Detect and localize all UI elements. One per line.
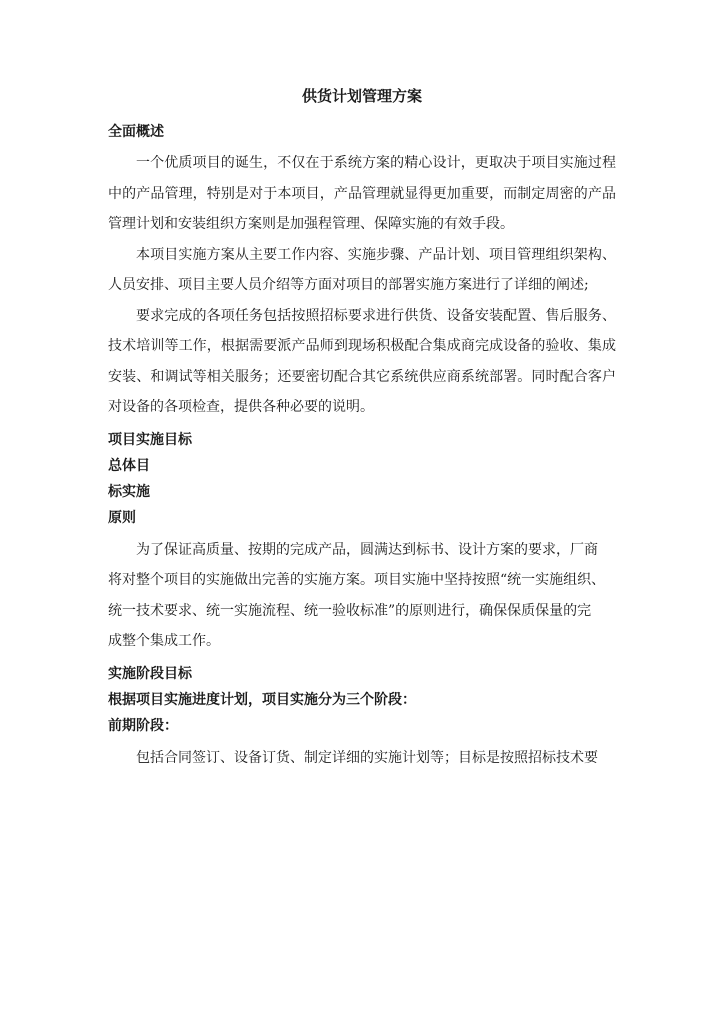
phase-heading-block	[108, 661, 616, 739]
document-title: 供货计划管理方案	[301, 87, 422, 105]
early-phase-heading: 前期阶段：	[108, 717, 178, 734]
phase-heading: 实施阶段目标	[108, 665, 192, 682]
overview-paragraph-1: 一个优质项目的诞生，不仅在于系统方案的精心设计，更取决于项目实施过程中的产品管理，特别是对于本项目，产品管理就显得更加重要，而制定周密的产品管理计划和安装组织方案则是加强程管理、保障实施的有效手段。	[108, 155, 616, 232]
goal-heading: 项目实施目标	[108, 431, 192, 448]
goal-paragraph-line-2: 将对整个项目的实施做出完善的实施方案。项目实施中坚持按照“统一实施组织、	[108, 572, 606, 588]
overview-paragraph-3: 要求完成的各项任务包括按照招标要求进行供货、设备安装配置、售后服务、技术培训等工作，根据需要派产品师到现场积极配合集成商完成设备的验收、集成安装、和调试等相关服务；还要密切配合其它系统供应商系统部署。同时配合客户对设备的各项检查，提供各种必要的说明。	[108, 307, 616, 415]
goal-subheading-1: 总体目	[108, 457, 150, 474]
goal-paragraph	[108, 535, 616, 657]
goal-subheading-2: 标实施	[108, 483, 150, 500]
goal-paragraph-line-3: 统一技术要求、统一实施流程、统一验收标准”的原则进行，确保保质保量的完	[108, 602, 592, 619]
overview-paragraph-2: 本项目实施方案从主要工作内容、实施步骤、产品计划、项目管理组织架构、人员安排、项目主要人员介绍等方面对项目的部署实施方案进行了详细的阐述;	[108, 246, 616, 293]
goal-subheading-3: 原则	[108, 509, 136, 526]
goal-heading-block	[108, 427, 616, 531]
goal-paragraph-line-1: 为了保证高质量、按期的完成产品，圆满达到标书、设计方案的要求，厂商	[136, 541, 598, 558]
overview-heading: 全面概述	[108, 124, 164, 140]
early-phase-paragraph: 包括合同签订、设备订货、制定详细的实施计划等；目标是按照招标技术要	[136, 749, 598, 766]
goal-paragraph-line-4: 成整个集成工作。	[108, 633, 220, 649]
phase-subheading: 根据项目实施进度计划，项目实施分为三个阶段：	[108, 691, 416, 708]
